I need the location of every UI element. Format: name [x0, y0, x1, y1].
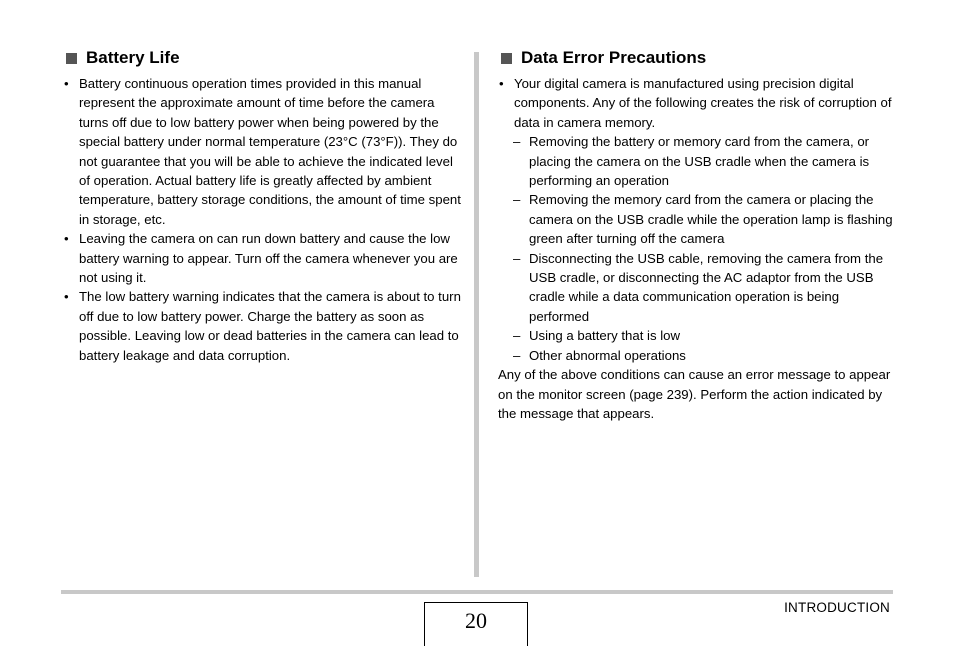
square-bullet-icon [66, 53, 77, 64]
dash-icon: – [513, 347, 521, 363]
dash-icon: – [513, 328, 521, 344]
condition-item: – Disconnecting the USB cable, removing the camera from the USB cradle, or disconnecting the AC adaptor from the USB cradle while a data communication operation is being performed [513, 250, 884, 324]
data-error-heading [498, 48, 898, 68]
bullet-dot-icon: • [64, 289, 69, 305]
data-error-conditions [498, 132, 898, 365]
closing-paragraph: Any of the above conditions can cause an error message to appear on the monitor screen (page 239). Perform the action indicated by the message that appears. [498, 367, 891, 421]
footer-rule [61, 590, 893, 594]
dash-icon: – [513, 192, 521, 208]
page-number: 20 [465, 608, 487, 633]
section-label: INTRODUCTION [784, 600, 890, 615]
dash-icon: – [513, 134, 521, 150]
condition-item: – Using a battery that is low [498, 326, 898, 345]
list-item: • The low battery warning indicates that the camera is about to turn off due to low battery power. Charge the battery as soon as possible. Leaving low or dead batteries in the camera can lead to battery leakage and data corruption. [64, 289, 461, 363]
list-item: • Your digital camera is manufactured using precision digital components. Any of the following creates the risk of corruption of data in camera memory. [499, 76, 892, 130]
bullet-dot-icon: • [64, 231, 69, 247]
battery-life-title: Battery Life [86, 48, 180, 67]
battery-life-column [63, 48, 463, 365]
data-error-list [498, 74, 898, 132]
page-number-box [424, 602, 528, 646]
condition-item: – Other abnormal operations [498, 346, 898, 365]
bullet-dot-icon: • [64, 76, 69, 91]
data-error-column [498, 48, 898, 423]
data-error-title: Data Error Precautions [521, 48, 707, 67]
bullet-dot-icon: • [499, 76, 504, 91]
battery-life-heading [63, 48, 463, 68]
square-bullet-icon [501, 53, 512, 64]
condition-item: – Removing the battery or memory card from the camera, or placing the camera on the USB cradle when the camera is performing an operation [513, 134, 870, 189]
list-item: • Leaving the camera on can run down battery and cause the low battery warning to appear. Turn off the camera whenever you are not using it. [64, 231, 458, 286]
condition-item: – Removing the memory card from the camera or placing the camera on the USB cradle while the operation lamp is flashing green after turning off the camera [513, 192, 893, 247]
battery-life-list [63, 74, 463, 365]
list-item: • Battery continuous operation times provided in this manual represent the approximate amount of time before the camera turns off due to low battery power when being powered by the special battery under normal temperature (23°C (73°F)). They do not guarantee that you will be able to achieve the indicated level of operation. Actual battery life is greatly affected by ambient temperature, battery storage conditions, the amount of time spent in storage, etc. [64, 76, 461, 227]
dash-icon: – [513, 250, 521, 266]
column-divider [474, 52, 479, 577]
